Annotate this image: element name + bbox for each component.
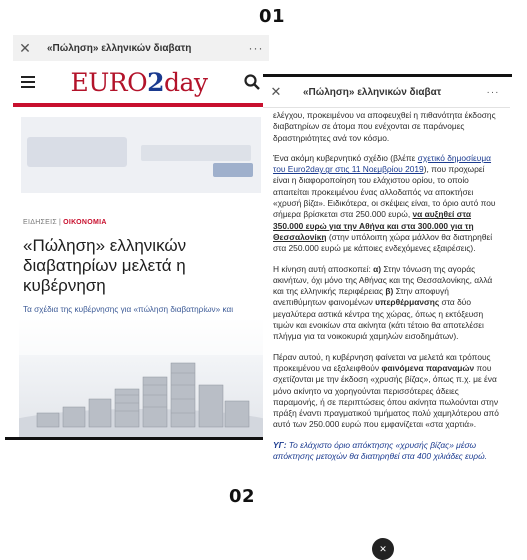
search-icon[interactable] — [243, 73, 261, 91]
close-icon[interactable]: ✕ — [19, 39, 31, 56]
menu-icon[interactable] — [21, 76, 35, 88]
more-options-icon[interactable]: ··· — [248, 41, 264, 55]
page-title: «Πώληση» ελληνικών διαβατη — [47, 42, 192, 54]
article-headline: «Πώληση» ελληνικών διαβατηρίων μελετά η κυβέρνηση — [23, 236, 187, 295]
browser-topbar — [263, 77, 510, 108]
postscript-note: ΥΓ: Το ελάχιστο όριο απόκτησης «χρυσής βίζας» μέσω απόκτησης μετοχών θα διατηρηθεί στα 400 χιλιάδες ευρώ. — [273, 439, 487, 462]
logo-text-left: EURO — [70, 67, 148, 97]
site-logo[interactable] — [35, 68, 243, 97]
article-image-coin-stacks — [19, 315, 263, 437]
related-article-link[interactable]: σχετικό δημοσίευμα του Euro2day.gr στις 11 Νοεμβρίου 2019 — [273, 152, 492, 175]
screenshot-article-top — [13, 35, 269, 440]
category-news[interactable]: ΕΙΔΗΣΕΙΣ — [23, 219, 58, 226]
highlighted-text: να αυξηθεί στα 350.000 ευρώ για την Αθήνα και στα 300.000 για τη Θεσσαλονίκη — [273, 209, 474, 242]
panel-number-01: 01 — [259, 6, 286, 27]
logo-text-right: day — [164, 67, 208, 97]
advertisement-banner[interactable] — [21, 117, 261, 193]
close-icon[interactable]: ✕ — [270, 84, 282, 99]
more-options-icon[interactable]: ··· — [486, 86, 500, 98]
logo-text-mid: 2 — [147, 67, 164, 97]
screenshot-article-body — [263, 74, 510, 555]
close-floating-button[interactable]: ✕ — [372, 538, 394, 560]
site-header — [13, 61, 269, 107]
article-body — [263, 108, 510, 462]
divider — [263, 74, 512, 77]
paragraph: Η κίνηση αυτή αποσκοπεί: α) Στην τόνωση της αγοράς ακινήτων, όχι μόνο της Αθήνας και της Θεσσαλονίκης, αλλά και της ελληνικής περιφέρειας β) Στην αποφυγή ανεπιθύμητων φαινομένων υπερθέρμανσης στα δύο μεγαλύτερα αστικά κέντρα της χώρας, όπως η εκτόξευση τιμών και ενοικίων στα ακίνητα (κάτι τέτοιο θα αποτελέσει πλήγμα για τα νοικοκυριά χαμηλών εισοδημάτων). — [273, 263, 493, 342]
page-title: «Πώληση» ελληνικών διαβατ — [303, 86, 442, 98]
browser-topbar — [13, 35, 269, 61]
divider — [5, 437, 263, 440]
article-lede: Τα σχέδια της κυβέρνησης για «πώληση διαβατηρίων» και — [23, 305, 234, 314]
paragraph: Πέραν αυτού, η κυβέρνηση φαίνεται να μελετά και τρόπους προκειμένου να εξαλειφθούν φαινόμενα παραναμών που σχετίζονται με την έκδοση «χρυσής βίζας», όπως π.χ. με ένα μόνο ακίνητο να χορηγούνται περισσότερες άδειες παραμονής, ή σε περιπτώσεις όπου ακίνητα πωλούνται στην πράξη έναντι πραγματικού τιμήματος πολύ χαμηλότερου από αυτό των 250.000 ευρώ που εμφανίζεται «στα χαρτιά». — [273, 351, 499, 430]
article-category: ΕΙΔΗΣΕΙΣ | ΟΙΚΟΝΟΜΙΑ — [23, 219, 107, 226]
category-economy[interactable]: ΟΙΚΟΝΟΜΙΑ — [63, 219, 107, 226]
panel-number-02: 02 — [229, 486, 256, 507]
paragraph: ελέγχου, προκειμένου να αποφευχθεί η πιθανότητα έκδοσης διαβατηρίων σε άτομα που ενέχονται σε παράνομες δραστηριότητες ανά τον κόσμο. — [273, 110, 496, 143]
paragraph: Ένα ακόμη κυβερνητικό σχέδιο (βλέπε σχετικό δημοσίευμα του Euro2day.gr στις 11 Νοεμβρίου 2019), που προχωρεί είναι η διαφοροποίηση του ελάχιστου ορίου, το οποίο απαιτείται προκειμένου ένας αλλοδαπός να αποκτήσει «χρυσή βίζα». Ειδικότερα, οι σκέψεις είναι, το όριο αυτό που σήμερα βρίσκεται στα 250.000 ευρώ, να αυξηθεί στα 350.000 ευρώ για την Αθήνα και στα 300.000 για τη Θεσσαλονίκη (στην υπόλοιπη χώρα μάλλον θα διατηρηθεί στα 250.000 ευρώ με κάποιες ενδεχόμενες εξαιρέσεις). — [273, 152, 496, 254]
